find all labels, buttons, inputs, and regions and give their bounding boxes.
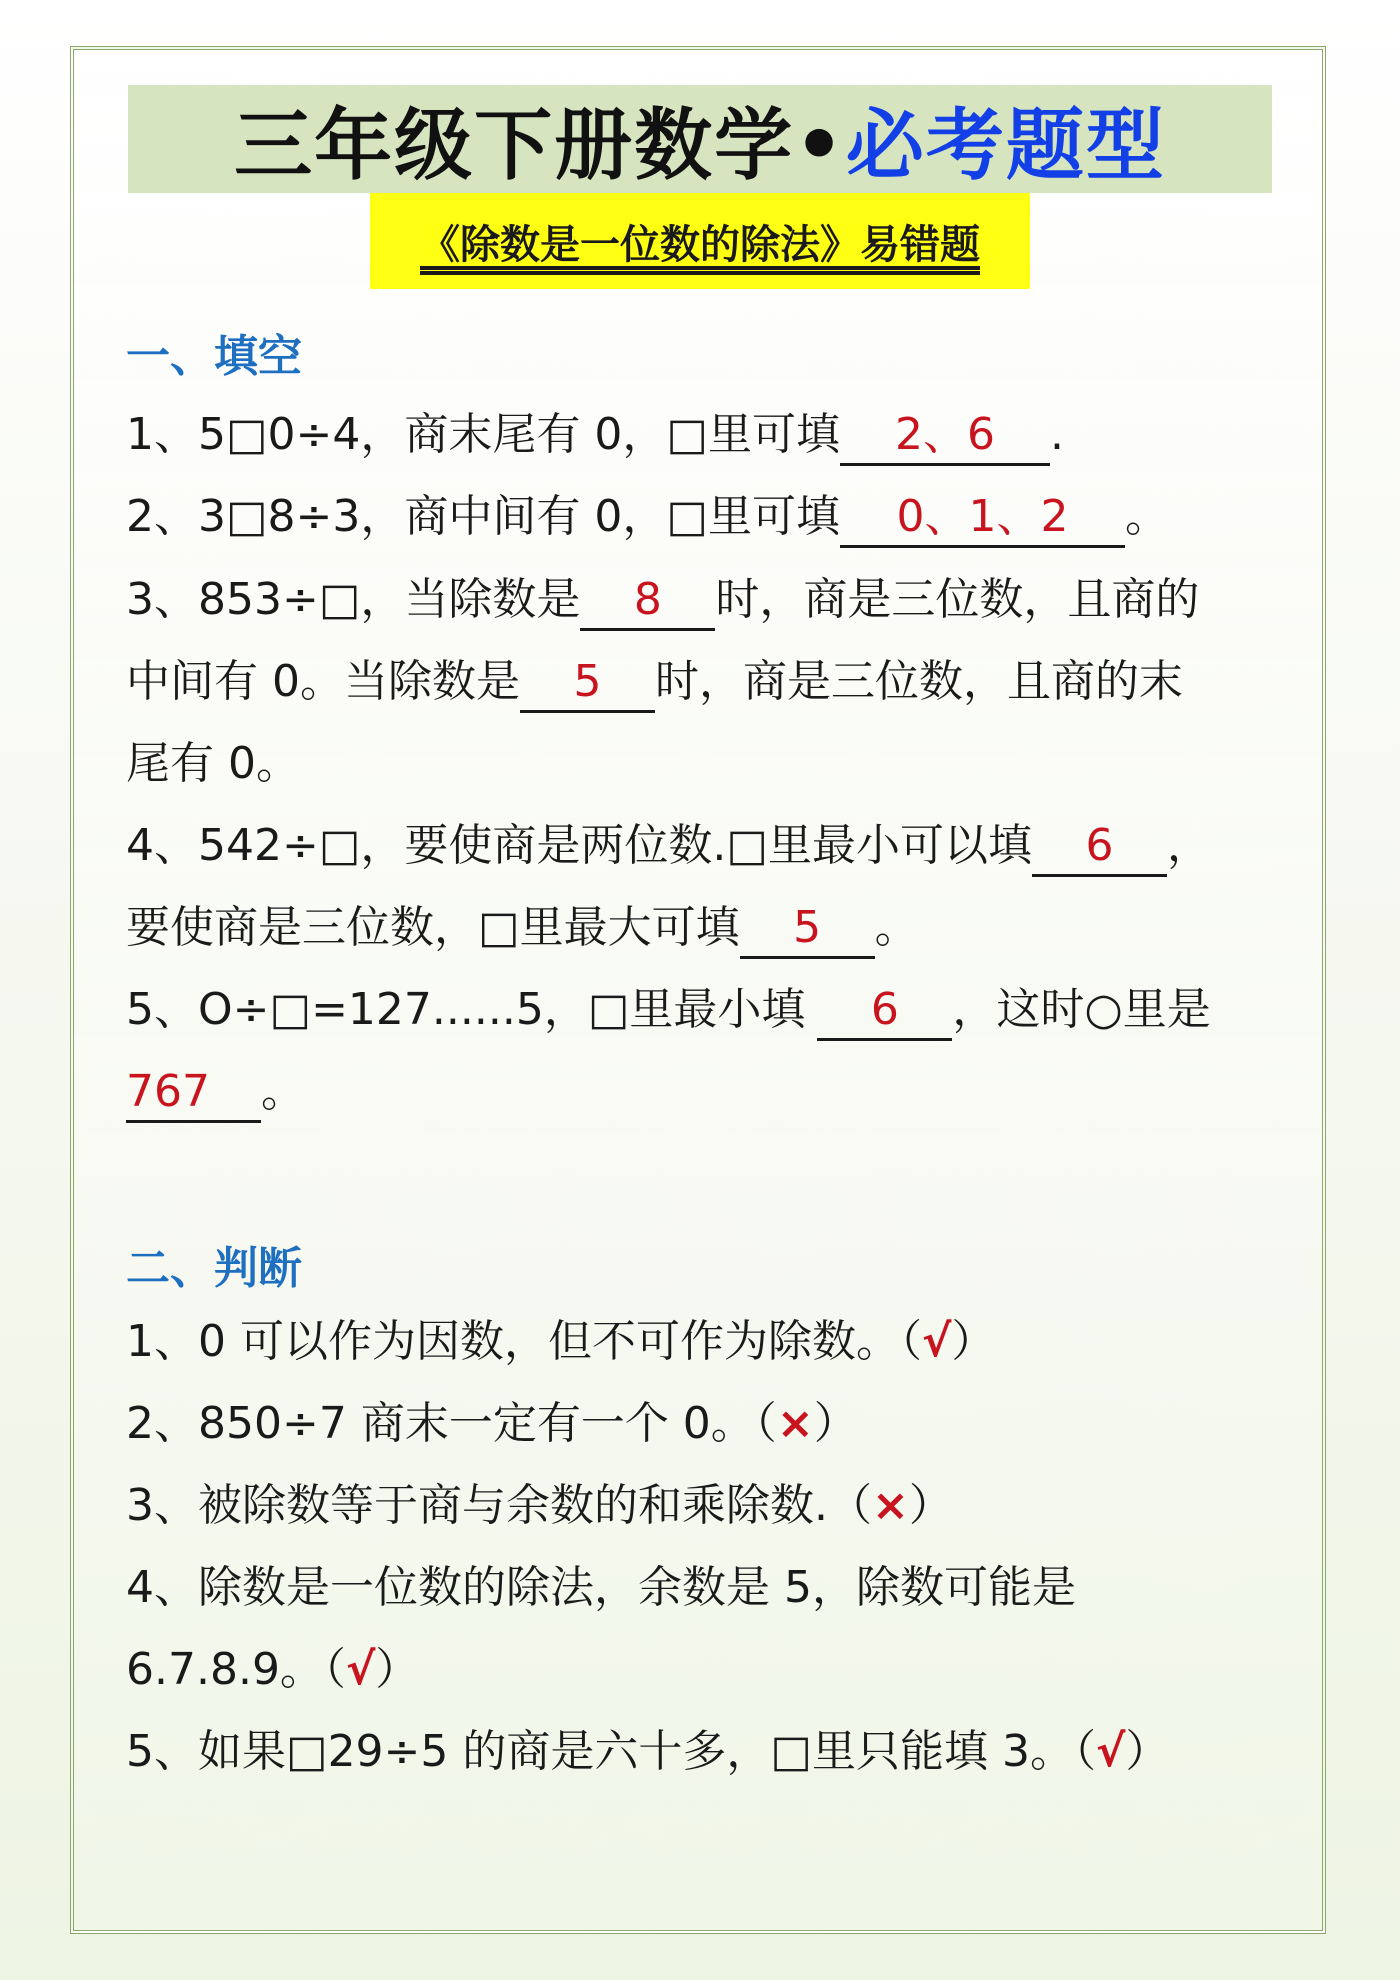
question-3-line-1 [126, 570, 1199, 631]
judge-end: ） [1125, 1726, 1170, 1777]
judge-item [126, 1394, 858, 1454]
answer-blank: 6 [1032, 818, 1167, 877]
judge-mark: √ [1095, 1726, 1126, 1777]
question-text: 时，商是三位数，且商的 [715, 574, 1200, 625]
answer-blank: 8 [580, 572, 715, 631]
subtitle: 《除数是一位数的除法》易错题 [370, 193, 1030, 289]
question-text: 时，商是三位数，且商的末 [654, 656, 1183, 707]
question-text: 尾有 0。 [126, 738, 300, 789]
question-text: 5、O÷□=127......5，□里最小填 [126, 984, 806, 1035]
question-end: 。 [261, 1066, 305, 1117]
judge-mark: × [776, 1398, 814, 1449]
judge-mark: √ [921, 1316, 952, 1367]
question-2 [126, 487, 1169, 548]
answer-blank: 6 [817, 982, 952, 1041]
judge-mark: × [871, 1480, 909, 1531]
judge-item [126, 1558, 1076, 1618]
question-3-line-3 [126, 734, 300, 794]
question-text: 中间有 0。当除数是 [126, 656, 520, 707]
judge-end: ） [813, 1398, 858, 1449]
answer-blank: 5 [740, 900, 875, 959]
question-text: 2、3□8÷3，商中间有 0，□里可填 [126, 491, 840, 542]
question-3-line-2 [126, 652, 1183, 713]
question-1 [126, 405, 1064, 466]
question-end: 。 [1124, 491, 1169, 542]
judge-item [126, 1312, 995, 1372]
judge-item [126, 1722, 1169, 1782]
judge-end: ） [375, 1644, 420, 1695]
judge-text: 6.7.8.9。（ [126, 1644, 346, 1695]
question-4-line-2 [126, 898, 919, 959]
question-end: 。 [874, 902, 919, 953]
question-text: ，这时○里是 [952, 984, 1211, 1035]
question-end: ， [1166, 820, 1211, 871]
judge-text: 1、0 可以作为因数，但不可作为除数。（ [126, 1316, 922, 1367]
judge-end: ） [908, 1480, 953, 1531]
section-heading-fill-blank: 一、填空 [126, 331, 302, 382]
answer-blank: 767 [126, 1064, 261, 1123]
judge-text: 5、如果□29÷5 的商是六十多，□里只能填 3。（ [126, 1726, 1096, 1777]
judge-text: 3、被除数等于商与余数的和乘除数.（ [126, 1480, 872, 1531]
title-banner [128, 85, 1272, 193]
answer-blank: 5 [520, 654, 655, 713]
question-4-line-1 [126, 816, 1211, 877]
judge-text: 2、850÷7 商末一定有一个 0。（ [126, 1398, 777, 1449]
question-text: 要使商是三位数，□里最大可填 [126, 902, 740, 953]
title-highlight: 必考题型 [845, 101, 1166, 191]
answer-blank: 2、6 [840, 407, 1050, 466]
question-end: . [1049, 409, 1064, 460]
question-text: 1、5□0÷4，商末尾有 0，□里可填 [126, 409, 840, 460]
question-5-line-2 [126, 1062, 305, 1123]
answer-blank: 0、1、2 [840, 489, 1125, 548]
judge-text: 4、除数是一位数的除法，余数是 5，除数可能是 [126, 1562, 1076, 1613]
question-text: 4、542÷□，要使商是两位数.□里最小可以填 [126, 820, 1032, 871]
question-text: 3、853÷□，当除数是 [126, 574, 581, 625]
title-main: 三年级下册数学• [234, 101, 846, 191]
judge-mark: √ [345, 1644, 376, 1695]
judge-item [126, 1476, 953, 1536]
judge-item-continuation [126, 1640, 419, 1700]
section-heading-judge: 二、判断 [126, 1243, 302, 1294]
judge-end: ） [951, 1316, 996, 1367]
question-5-line-1 [126, 980, 1211, 1041]
